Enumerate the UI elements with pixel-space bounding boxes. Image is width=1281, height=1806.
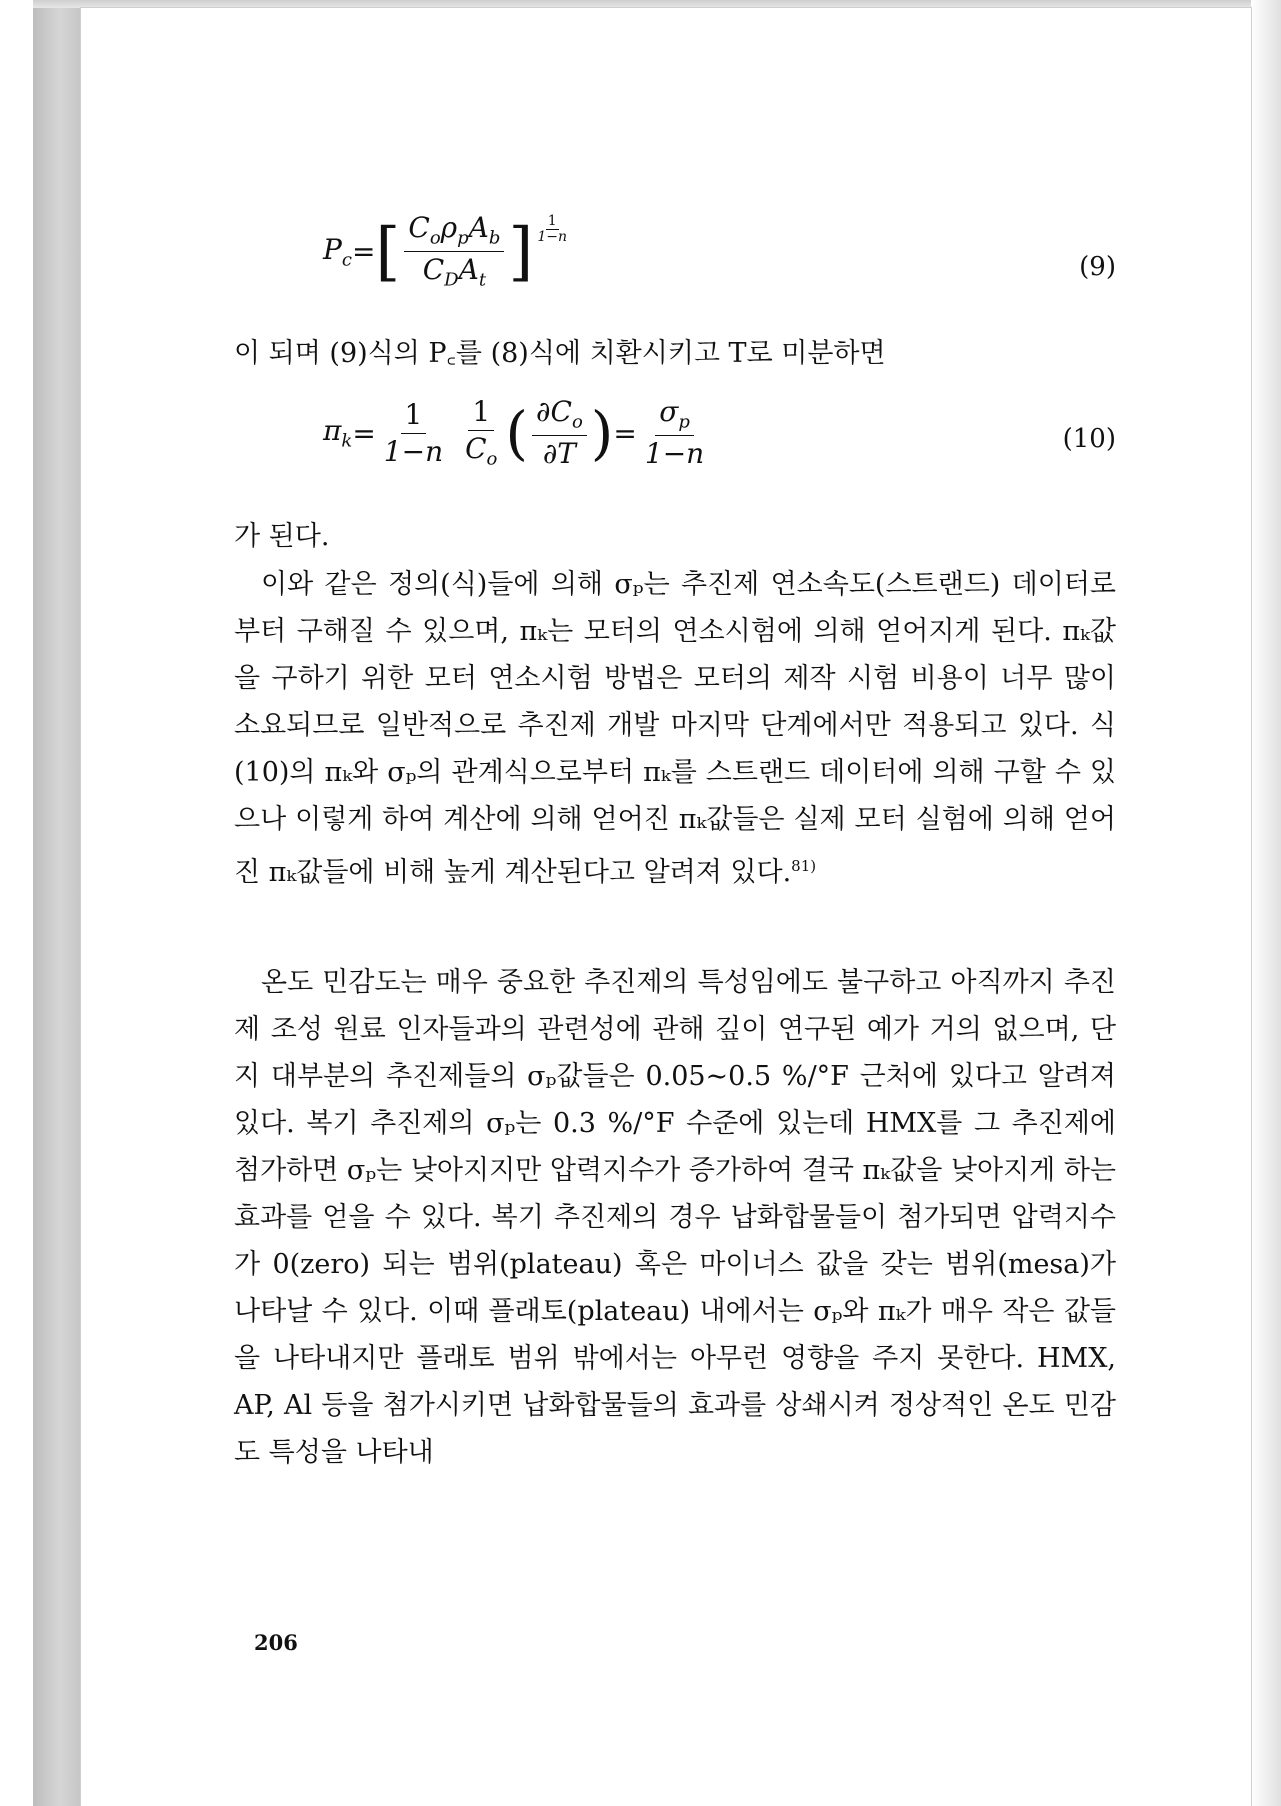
- equation-10-number: (10): [1062, 424, 1116, 454]
- reference-81: 81): [791, 857, 817, 875]
- text-after-eq9: 이 되며 (9)식의 P꜀를 (8)식에 치환시키고 T로 미분하면: [234, 338, 886, 369]
- equation-10: [323, 396, 712, 470]
- eq9-right-bracket: ]: [508, 214, 534, 289]
- eq10-fraction-3: $\frac{\partial C_o}{\partial T}$: [532, 396, 587, 470]
- paragraph-1: [234, 561, 1116, 896]
- paragraph-2: [234, 959, 1116, 1476]
- book-page: [81, 8, 1251, 1806]
- eq10-right-paren: ): [590, 399, 614, 468]
- eq9-fraction: [404, 212, 504, 292]
- eq10-equals-2: =: [613, 416, 637, 450]
- eq9-denominator: $C_DA_t$: [422, 253, 487, 291]
- eq9-left-bracket: [: [375, 214, 401, 289]
- page-number: 206: [254, 1630, 298, 1655]
- eq9-equals: =: [351, 235, 376, 269]
- eq10-fraction-2: $\frac{1}{C_o}$: [465, 395, 498, 470]
- book-top-edge: [33, 0, 1251, 8]
- equation-9: [323, 212, 569, 292]
- eq10-fraction-1: $\frac{1}{1-n}$: [383, 397, 444, 468]
- eq10-left-paren: (: [505, 399, 529, 468]
- eq10-lhs: $\pi_k$: [323, 414, 353, 453]
- eq9-exponent: $\frac{1}{1-n}$: [537, 212, 568, 246]
- eq9-numerator: $C_o\rho_pA_b$: [404, 212, 504, 252]
- eq10-equals-1: =: [352, 416, 376, 450]
- page-edge-shadow: [1251, 0, 1281, 1806]
- paragraph-2-text: 온도 민감도는 매우 중요한 추진제의 특성임에도 불구하고 아직까지 추진제 조성 원료 인자들과의 관련성에 관해 깊이 연구된 예가 거의 없으며, 단지 대부분의 추진제들의 σₚ값들은 0.05∼0.5 %/°F 근처에 있다고 알려져 있다. 복기 추진제의 σₚ는 0.3 %/°F 수준에 있는데 HMX를 그 추진제에 첨가하면 σₚ는 낮아지지만 압력지수가 증가하여 결국 πₖ값을 낮아지게 하는 효과를 얻을 수 있다. 복기 추진제의 경우 납화합물들이 첨가되면 압력지수가 0(zero) 되는 범위(plateau) 혹은 마이너스 값을 갖는 범위(mesa)가 나타날 수 있다. 이때 플래토(plateau) 내에서는 σₚ와 πₖ가 매우 작은 값들을 나타내지만 플래토 범위 밖에서는 아무런 영향을 주지 못한다. HMX, AP, Al 등을 첨가시키면 납화합물들의 효과를 상쇄시켜 정상적인 온도 민감도 특성을 나타내: [234, 967, 1116, 1468]
- eq10-fraction-4: $\frac{\sigma_p}{1-n}$: [644, 395, 705, 471]
- text-after-eq10: 가 된다.: [234, 521, 330, 552]
- paragraph-1-text: 이와 같은 정의(식)들에 의해 σₚ는 추진제 연소속도(스트랜드) 데이터로부터 구해질 수 있으며, πₖ는 모터의 연소시험에 의해 얻어지게 된다. πₖ값을 구하기 위한 모터 연소시험 방법은 모터의 제작 시험 비용이 너무 많이 소요되므로 일반적으로 추진제 개발 마지막 단계에서만 적용되고 있다. 식 (10)의 πₖ와 σₚ의 관계식으로부터 πₖ를 스트랜드 데이터에 의해 구할 수 있으나 이렇게 하여 계산에 의해 얻어진 πₖ값들은 실제 모터 실험에 의해 얻어진 πₖ값들에 비해 높게 계산된다고 알려져 있다.: [234, 569, 1116, 888]
- eq9-lhs: $P_c$: [323, 232, 352, 271]
- equation-9-number: (9): [1079, 252, 1116, 282]
- book-spine: [33, 0, 81, 1806]
